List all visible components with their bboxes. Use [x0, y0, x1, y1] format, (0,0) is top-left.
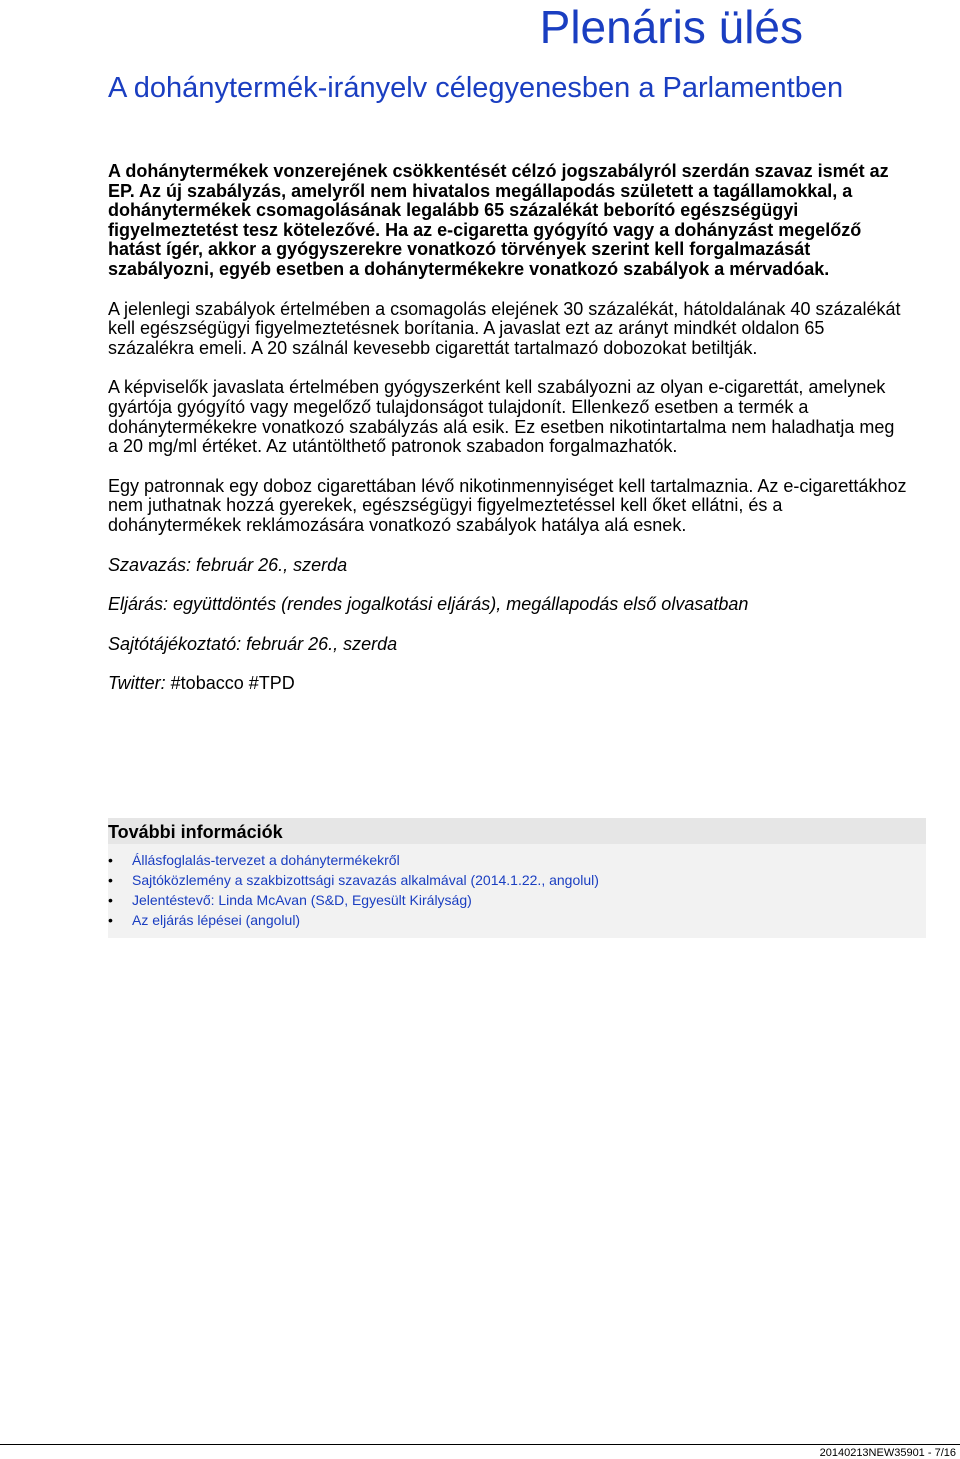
footer-divider [0, 1444, 960, 1445]
bullet-icon: • [108, 892, 113, 908]
link-rapporteur[interactable]: Jelentéstevő: Linda McAvan (S&D, Egyesült Királyság) [132, 892, 472, 908]
article-body [108, 162, 908, 714]
procedure-info: Eljárás: együttdöntés (rendes jogalkotási eljárás), megállapodás első olvasatban [108, 594, 749, 615]
twitter-hashtag-values: #tobacco #TPD [170, 673, 295, 694]
link-press-release[interactable]: Sajtóközlemény a szakbizottsági szavazás alkalmával (2014.1.22., angolul) [132, 872, 599, 888]
bullet-icon: • [108, 872, 113, 888]
bullet-icon: • [108, 912, 113, 928]
press-conference-date: Sajtótájékoztató: február 26., szerda [108, 633, 398, 654]
more-info-list [108, 850, 926, 930]
article-paragraph: A jelenlegi szabályok értelmében a csomagolás elejének 30 százalékát, hátoldalának 40 százalékát kell egészségügyi figyelmeztetésnek borítania. A javaslat ezt az arányt mindkét oldalon 65 százalékra emeli. A 20 szálnál kevesebb cigarettát tartalmazó dobozokat betiltják. [108, 298, 901, 358]
link-procedure-steps[interactable]: Az eljárás lépései (angolul) [132, 912, 301, 928]
more-info-box [108, 818, 926, 938]
page-reference: 20140213NEW35901 - 7/16 [819, 1447, 956, 1459]
more-info-title: További információk [108, 818, 926, 844]
article-paragraph: A képviselők javaslata értelmében gyógyszerként kell szabályozni az olyan e-cigarettát, amelynek gyártója gyógyító vagy megelőző tulajdonságot tulajdonít. Ellenkező esetben a termék a dohánytermékekre vonatkozó szabályzás alá esik. Ez esetben nikotintartalma nem haladhatja meg a 20 mg/ml értéket. Az utántölthető patronok szabadon forgalmazhatók. [108, 377, 895, 457]
vote-date: Szavazás: február 26., szerda [108, 554, 348, 575]
article-lead: A dohánytermékek vonzerejének csökkentését célzó jogszabályról szerdán szavaz ismét az EP. Az új szabályzás, amelyről nem hivatalos megállapodás született a tagállamokkal, a dohánytermékek csomagolásának legalább 65 százalékát beborító egészségügyi figyelmeztetést tesz kötelezővé. Ha az e-cigaretta gyógyító vagy a dohányzást megelőző hatást ígér, akkor a gyógyszerekre vonatkozó törvények szerint kell forgalmazását szabályozni, egyéb esetben a dohánytermékekre vonatkozó szabályok a mérvadóak. [108, 161, 889, 279]
list-item [108, 890, 926, 910]
bullet-icon: • [108, 852, 113, 868]
twitter-hashtags [108, 674, 908, 694]
link-draft-resolution[interactable]: Állásfoglalás-tervezet a dohánytermékekről [132, 852, 400, 868]
list-item [108, 910, 926, 930]
article-title: A dohánytermék-irányelv célegyenesben a Parlamentben [108, 72, 844, 104]
list-item [108, 850, 926, 870]
article-paragraph: Egy patronnak egy doboz cigarettában lévő nikotinmennyiséget kell tartalmaznia. Az e-cigarettákhoz nem juthatnak hozzá gyerekek, egészségügyi figyelmeztetéssel kell őket ellátni, és a dohánytermékek reklámozására vonatkozó szabályok hatálya alá esnek. [108, 475, 907, 535]
twitter-label: Twitter: [108, 673, 171, 694]
section-title: Plenáris ülés [539, 1, 803, 53]
list-item [108, 870, 926, 890]
